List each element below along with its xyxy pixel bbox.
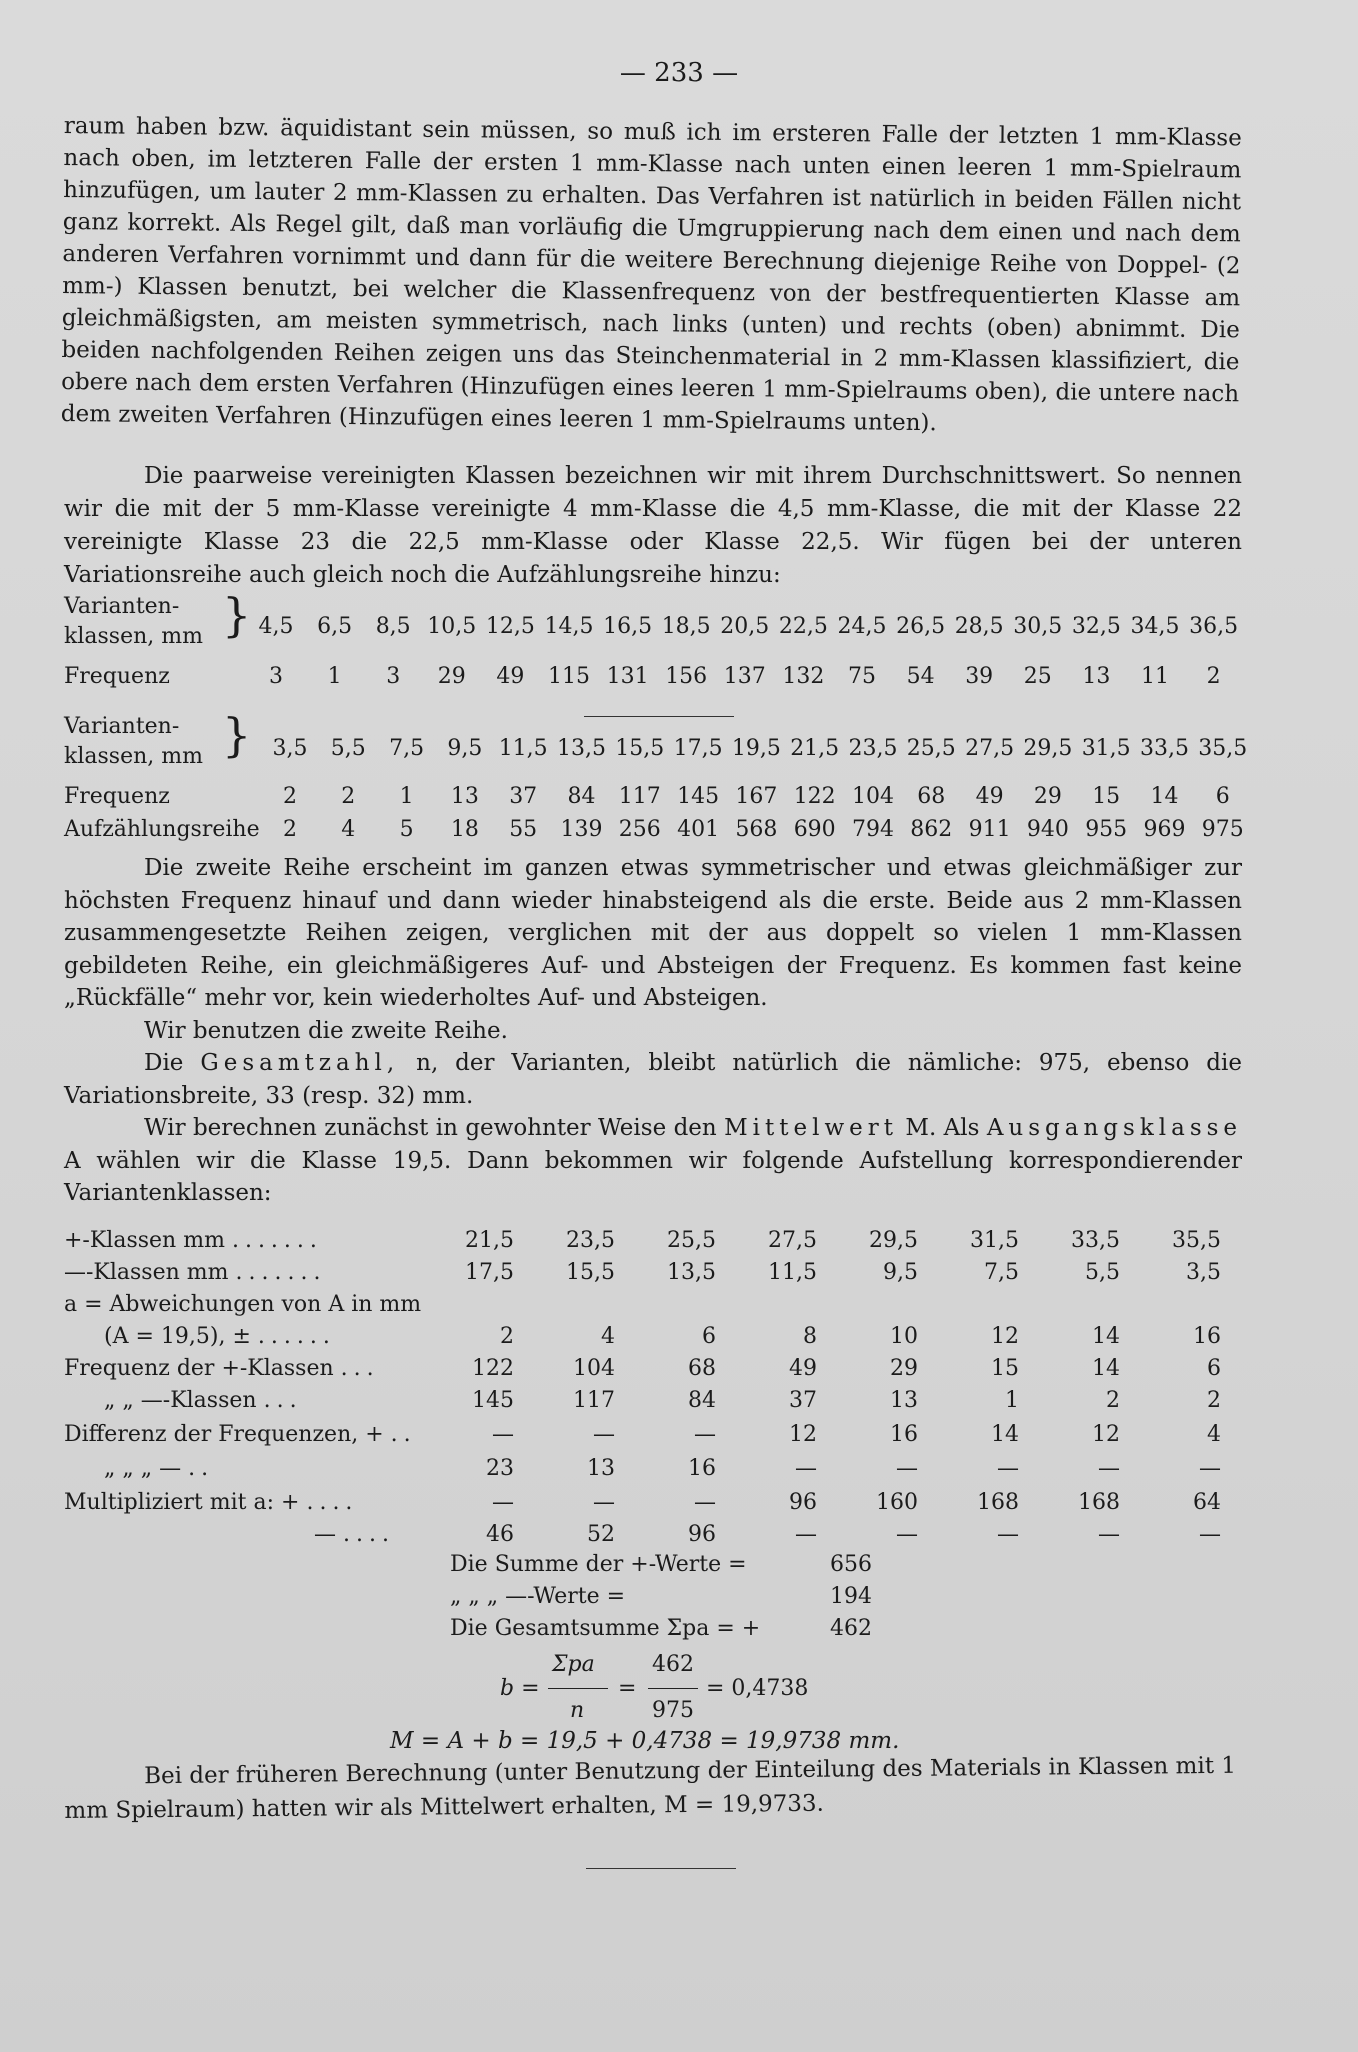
- calc-label-dots: ..: [390, 1422, 417, 1447]
- sum-minus-row: [450, 1584, 950, 1609]
- series1-freq-cell: 25: [1023, 664, 1052, 689]
- series2-class-cell: 33,5: [1140, 736, 1189, 761]
- series1-class-cell: 24,5: [837, 614, 887, 639]
- series1-class-cell: 8,5: [375, 614, 411, 639]
- series1-class-cell: 30,5: [1013, 614, 1063, 639]
- calc-value-cell: —: [1098, 1456, 1120, 1481]
- calc-value-cell: 29,5: [869, 1228, 918, 1253]
- calc-label-text: Frequenz der +-Klassen: [64, 1356, 334, 1381]
- para2-text: Die paarweise vereinigten Klassen bezeichnen wir mit ihrem Durchschnittswert. So nennen wir die mit der 5 mm-Klasse vereinigte 4 mm-Klasse die 4,5 mm-Klasse, die mit der Klasse 22 vereinigte Klasse 23 die 22,5 mm-Klasse oder Klasse 22,5. Wir fügen bei der unteren Variationsreihe auch gleich noch die Aufzählungsreihe hinzu:: [64, 463, 1242, 588]
- series2-freq-cell: 122: [793, 784, 836, 809]
- calc-value-cell: 122: [472, 1356, 514, 1381]
- series2-cum-cell: 401: [677, 817, 720, 842]
- calc-value-cell: 10: [890, 1324, 918, 1349]
- series2-class-cell: 9,5: [447, 736, 483, 761]
- series2-freq-cell: 68: [917, 784, 946, 809]
- variation-series-upper: [64, 588, 1244, 704]
- para3-text: Die zweite Reihe erscheint im ganzen etwas symmetrischer und etwas gleichmäßiger zur höchsten Frequenz hinauf und dann wieder hinabsteigend als die erste. Beide aus 2 mm-Klassen zusammengesetzte Reihen zeigen, verglichen mit der aus doppelt so vielen 1 mm-Klassen gebildeten Reihe, ein gleichmäßigeres Auf- und Absteigen der Frequenz. Es kommen fast keine „Rückfälle“ mehr vor, kein wiederholtes Auf- und Absteigen.: [64, 855, 1242, 1011]
- series1-freq-cell: 137: [723, 664, 766, 689]
- series2-freq-cell: 6: [1215, 784, 1230, 809]
- series2-freq-cell: 49: [975, 784, 1004, 809]
- b-result: = 0,4738: [706, 1676, 809, 1701]
- series1-class-cell: 4,5: [258, 614, 294, 639]
- series1-freq-cell: 132: [782, 664, 825, 689]
- calc-label-text: (A = 19,5), ±: [104, 1324, 251, 1349]
- calc-row-label: [64, 1356, 380, 1381]
- para4-text: Wir benutzen die zweite Reihe.: [144, 1017, 508, 1044]
- calc-row: [64, 1490, 1244, 1520]
- series2-cum-cell: 975: [1201, 817, 1244, 842]
- calc-value-cell: 2: [500, 1324, 514, 1349]
- series2-freq-cell: 2: [283, 784, 297, 809]
- calc-label-dots: ...: [340, 1356, 380, 1381]
- variation-series-lower: [64, 708, 1248, 854]
- series2-freq-cell: 167: [735, 784, 778, 809]
- series2-freq-cell: 29: [1033, 784, 1062, 809]
- calc-value-cell: 14: [1092, 1356, 1120, 1381]
- calc-value-cell: 14: [1092, 1324, 1120, 1349]
- series1-class-cell: 14,5: [544, 614, 594, 639]
- b-lhs: b =: [500, 1676, 540, 1701]
- para6-spaced2: Ausgangsklasse: [986, 1115, 1243, 1141]
- calc-value-cell: 1: [1005, 1388, 1019, 1413]
- calc-label-text: „ „ —-Klassen: [104, 1388, 257, 1413]
- calc-row: [64, 1422, 1244, 1452]
- b-num2: 462: [652, 1652, 694, 1677]
- calc-value-cell: 145: [472, 1388, 514, 1413]
- series1-label-line1: Varianten-: [64, 594, 180, 619]
- calc-row-label: [64, 1228, 323, 1253]
- series1-freq-cell: 1: [327, 664, 342, 689]
- series2-cum-cell: 955: [1085, 817, 1128, 842]
- series2-cum-cell: 18: [450, 817, 479, 842]
- calc-value-cell: —: [896, 1456, 918, 1481]
- series1-freq-cell: 3: [269, 664, 283, 689]
- calc-value-cell: 6: [1207, 1356, 1221, 1381]
- series1-class-cell: 12,5: [485, 614, 535, 639]
- series2-cum-cell: 911: [968, 817, 1011, 842]
- series2-label-line1: Varianten-: [64, 714, 180, 739]
- calc-row-label: [64, 1490, 358, 1515]
- para5-spaced: Gesamtzahl,: [200, 1050, 400, 1076]
- calc-value-cell: 3,5: [1186, 1260, 1221, 1285]
- calc-row-label: [104, 1388, 303, 1413]
- calc-label-dots: ...: [263, 1388, 303, 1413]
- end-rule: [586, 1868, 736, 1869]
- calc-value-cell: 13,5: [667, 1260, 716, 1285]
- calc-value-cell: 117: [573, 1388, 615, 1413]
- series2-freq-cell: 15: [1092, 784, 1121, 809]
- calc-value-cell: 6: [702, 1324, 716, 1349]
- calc-value-cell: 2: [1106, 1388, 1120, 1413]
- para6: [64, 1112, 1242, 1210]
- calc-row: [64, 1356, 1244, 1386]
- series1-class-cell: 22,5: [778, 614, 828, 639]
- calc-value-cell: —: [795, 1456, 817, 1481]
- series1-class-cell: 34,5: [1130, 614, 1180, 639]
- series2-class-cell: 7,5: [389, 736, 425, 761]
- series2-cum-cell: 5: [399, 817, 414, 842]
- sum-plus-value: 656: [830, 1552, 872, 1577]
- series1-freq-cell: 2: [1206, 664, 1221, 689]
- series1-class-cell: 6,5: [317, 614, 353, 639]
- calc-value-cell: 52: [587, 1522, 615, 1547]
- calc-label-dots: ..: [188, 1456, 215, 1481]
- calc-label-text: +-Klassen mm: [64, 1228, 225, 1253]
- sum-minus-label: „ „ „ —-Werte =: [450, 1584, 626, 1609]
- series2-class-cell: 31,5: [1081, 736, 1131, 761]
- calc-value-cell: 11,5: [768, 1260, 817, 1285]
- calc-value-cell: 37: [789, 1388, 817, 1413]
- sum-plus-label: Die Summe der +-Werte =: [450, 1552, 747, 1577]
- para5-b: n, der Varianten, bleibt natürlich die nämliche: 975, ebenso die Variationsbreite, 33 (resp. 32) mm.: [64, 1050, 1243, 1109]
- fraction-line: [648, 1688, 698, 1689]
- calc-value-cell: 84: [688, 1388, 716, 1413]
- calc-value-cell: 9,5: [883, 1260, 918, 1285]
- calc-row: [64, 1292, 1244, 1322]
- sum-minus-value: 194: [830, 1584, 872, 1609]
- calc-value-cell: —: [593, 1422, 615, 1447]
- series1-label-line2: klassen, mm: [64, 624, 203, 649]
- series2-cum-cell: 862: [910, 817, 953, 842]
- brace-icon: }: [222, 588, 252, 642]
- series2-class-cell: 35,5: [1198, 736, 1248, 761]
- calc-value-cell: —: [694, 1490, 716, 1515]
- calc-value-cell: 12: [789, 1422, 817, 1447]
- series2-freq-cell: 84: [567, 784, 596, 809]
- intro-paragraph: [61, 110, 1242, 442]
- series2-class-cell: 19,5: [731, 736, 781, 761]
- calc-label-text: a = Abweichungen von A in mm: [64, 1292, 422, 1317]
- series1-class-cell: 18,5: [661, 614, 711, 639]
- series2-cum-label: Aufzählungsreihe: [64, 817, 260, 842]
- calc-label-dots: .......: [235, 1260, 327, 1285]
- paragraph-discussion: [64, 852, 1242, 1210]
- series2-freq-cell: 37: [509, 784, 538, 809]
- calc-value-cell: —: [694, 1422, 716, 1447]
- series2-freq-cell: 2: [341, 784, 356, 809]
- para6-spaced1: Mittelwert: [724, 1115, 899, 1141]
- calc-value-cell: 17,5: [465, 1260, 514, 1285]
- series2-class-cell: 23,5: [848, 736, 898, 761]
- page-number: — 233 —: [619, 58, 739, 88]
- para5: [64, 1047, 1242, 1112]
- series2-cum-cell: 139: [560, 817, 603, 842]
- calc-value-cell: 4: [601, 1324, 615, 1349]
- calc-row: [64, 1260, 1244, 1290]
- calc-value-cell: 16: [890, 1422, 918, 1447]
- series1-class-cell: 16,5: [603, 614, 653, 639]
- calc-value-cell: —: [492, 1490, 514, 1515]
- calc-value-cell: 21,5: [465, 1228, 514, 1253]
- calc-value-cell: 49: [789, 1356, 817, 1381]
- calc-value-cell: —: [896, 1522, 918, 1547]
- para6-b: M. Als: [905, 1115, 980, 1141]
- calc-row-label: [104, 1456, 214, 1481]
- series1-class-cell: 10,5: [427, 614, 477, 639]
- calc-label-text: Multipliziert mit a: +: [64, 1490, 300, 1515]
- calc-value-cell: 29: [890, 1356, 918, 1381]
- calc-label-dots: ....: [343, 1522, 395, 1547]
- calc-value-cell: —: [997, 1522, 1019, 1547]
- calc-row-label: [64, 1422, 417, 1447]
- calc-value-cell: 96: [688, 1522, 716, 1547]
- series2-class-cell: 17,5: [673, 736, 723, 761]
- sum-total-label: Die Gesamtsumme Σpa = +: [450, 1616, 761, 1641]
- series2-class-cell: 21,5: [790, 736, 840, 761]
- series2-freq-cell: 13: [450, 784, 479, 809]
- series2-class-cell: 13,5: [557, 736, 606, 761]
- series1-class-cell: 20,5: [720, 614, 770, 639]
- series2-cum-cell: 55: [509, 817, 538, 842]
- b-den1: n: [570, 1698, 585, 1723]
- calc-value-cell: 4: [1207, 1422, 1221, 1447]
- series1-freq-cell: 49: [496, 664, 525, 689]
- sum-plus-row: [450, 1552, 950, 1577]
- calc-row: [64, 1228, 1244, 1258]
- b-formula: b = Σpa n = 462 975 = 0,4738: [500, 1652, 809, 1723]
- calc-value-cell: 5,5: [1085, 1260, 1120, 1285]
- calc-value-cell: 23: [486, 1456, 514, 1481]
- calc-value-cell: 27,5: [768, 1228, 817, 1253]
- calc-row-label: [64, 1260, 326, 1285]
- calc-row: [64, 1324, 1244, 1354]
- calc-row-label: [314, 1522, 395, 1547]
- calc-value-cell: 13: [587, 1456, 615, 1481]
- calc-value-cell: 13: [890, 1388, 918, 1413]
- calc-label-dots: ......: [257, 1324, 336, 1349]
- para6-c: A wählen wir die Klasse 19,5. Dann bekommen wir folgende Aufstellung korrespondierender Variantenklassen:: [64, 1147, 1242, 1206]
- para6-a: Wir berechnen zunächst in gewohnter Weise den: [144, 1115, 717, 1141]
- series1-freq-cell: 115: [548, 664, 590, 689]
- series2-freq-cell: 1: [399, 784, 414, 809]
- brace-icon: }: [222, 708, 252, 762]
- series1-freq-cell: 13: [1082, 664, 1111, 689]
- series2-class-cell: 3,5: [272, 736, 308, 761]
- calc-value-cell: 104: [573, 1356, 615, 1381]
- calc-value-cell: —: [795, 1522, 817, 1547]
- final-paragraph: [64, 1749, 1245, 1828]
- calc-value-cell: 25,5: [667, 1228, 716, 1253]
- fraction-line: [548, 1688, 608, 1689]
- calc-row: [64, 1522, 1244, 1552]
- series1-freq-cell: 11: [1141, 664, 1169, 689]
- calc-value-cell: —: [593, 1490, 615, 1515]
- series2-freq-cell: 117: [618, 784, 661, 809]
- series1-freq-cell: 131: [606, 664, 649, 689]
- calc-value-cell: —: [1199, 1456, 1221, 1481]
- calc-value-cell: 14: [991, 1422, 1019, 1447]
- series2-freq-label: Frequenz: [64, 784, 170, 809]
- series2-label-line2: klassen, mm: [64, 744, 203, 769]
- sum-total-value: 462: [830, 1616, 872, 1641]
- calc-value-cell: 68: [688, 1356, 716, 1381]
- calc-value-cell: 35,5: [1172, 1228, 1221, 1253]
- series2-cum-cell: 940: [1026, 817, 1069, 842]
- b-den2: 975: [652, 1698, 694, 1723]
- series2-freq-cell: 14: [1150, 784, 1179, 809]
- calc-value-cell: —: [492, 1422, 514, 1447]
- sum-total-row: [450, 1616, 950, 1641]
- calc-value-cell: 8: [803, 1324, 817, 1349]
- series2-class-cell: 29,5: [1023, 736, 1073, 761]
- series1-freq-cell: 54: [906, 664, 935, 689]
- series1-freq-cell: 3: [386, 664, 401, 689]
- calc-value-cell: 168: [1078, 1490, 1120, 1515]
- calc-row-label: [64, 1292, 421, 1317]
- calc-value-cell: 168: [977, 1490, 1019, 1515]
- calc-value-cell: 46: [486, 1522, 514, 1547]
- calc-row: [64, 1456, 1244, 1486]
- calc-value-cell: 96: [789, 1490, 817, 1515]
- paragraph-class-naming: [64, 460, 1242, 592]
- para5-a: Die: [144, 1050, 184, 1076]
- calc-label-text: Differenz der Frequenzen, +: [64, 1422, 384, 1447]
- series2-class-cell: 25,5: [906, 736, 956, 761]
- series1-class-cell: 36,5: [1189, 614, 1239, 639]
- series1-freq-cell: 156: [665, 664, 708, 689]
- intro-text: raum haben bzw. äquidistant sein müssen, so muß ich im ersteren Falle der letzten 1 mm-Klasse nach oben, im letzteren Falle der ersten 1 mm-Klasse nach unten einen leeren 1 mm-Spielraum hinzufügen, um lauter 2 mm-Klassen zu erhalten. Das Verfahren ist natürlich in beiden Fällen nicht ganz korrekt. Als Regel gilt, daß man vorläufig die Umgruppierung nach dem einen und nach dem anderen Verfahren vornimmt und dann für die weitere Berechnung diejenige Reihe von Doppel- (2 mm-) Klassen benutzt, bei welcher die Klassenfrequenz von der bestfrequentierten Klasse am gleichmäßigsten, am meisten symmetrisch, nach links (unten) und rechts (oben) abnimmt. Die beiden nachfolgenden Reihen zeigen uns das Steinchenmaterial in 2 mm-Klassen klassifiziert, die obere nach dem ersten Verfahren (Hinzufügen eines leeren 1 mm-Spielraums oben), die untere nach dem zweiten Verfahren (Hinzufügen eines leeren 1 mm-Spielraums unten).: [60, 112, 1242, 437]
- calc-value-cell: 12: [1092, 1422, 1120, 1447]
- series2-cum-cell: 690: [793, 817, 836, 842]
- calc-row: [64, 1388, 1244, 1418]
- calc-value-cell: —: [1199, 1522, 1221, 1547]
- calc-value-cell: 15: [991, 1356, 1019, 1381]
- calc-value-cell: 12: [991, 1324, 1019, 1349]
- calc-value-cell: 16: [1193, 1324, 1221, 1349]
- series1-class-cell: 32,5: [1071, 614, 1121, 639]
- calc-value-cell: 7,5: [984, 1260, 1019, 1285]
- series2-class-cell: 5,5: [330, 736, 366, 761]
- calc-value-cell: 2: [1207, 1388, 1221, 1413]
- calc-label-text: „ „ „ —: [104, 1456, 182, 1481]
- calc-value-cell: 33,5: [1071, 1228, 1120, 1253]
- calc-value-cell: —: [1098, 1522, 1120, 1547]
- calc-value-cell: 31,5: [970, 1228, 1019, 1253]
- calc-label-dots: .......: [231, 1228, 323, 1253]
- calc-label-dots: ....: [306, 1490, 359, 1515]
- calc-value-cell: 23,5: [566, 1228, 615, 1253]
- series2-class-cell: 11,5: [498, 736, 548, 761]
- calc-value-cell: 64: [1193, 1490, 1221, 1515]
- series2-class-cell: 15,5: [615, 736, 665, 761]
- series2-freq-cell: 145: [677, 784, 720, 809]
- series1-freq-cell: 39: [965, 664, 994, 689]
- calc-value-cell: 16: [688, 1456, 716, 1481]
- series2-cum-cell: 4: [341, 817, 356, 842]
- b-num1: Σpa: [552, 1652, 595, 1677]
- series2-class-cell: 27,5: [965, 736, 1015, 761]
- series2-cum-cell: 568: [735, 817, 778, 842]
- calc-label-text: —: [314, 1522, 336, 1547]
- series1-class-cell: 26,5: [896, 614, 946, 639]
- final-text: Bei der früheren Berechnung (unter Benutzung der Einteilung des Materials in Klassen mit 1 mm Spielraum) hatten wir als Mittelwert erhalten, M = 19,9733.: [64, 1752, 1237, 1824]
- series1-freq-cell: 75: [848, 664, 876, 689]
- calc-row-label: [104, 1324, 336, 1349]
- calc-value-cell: 15,5: [566, 1260, 615, 1285]
- series1-class-cell: 28,5: [954, 614, 1004, 639]
- series2-cum-cell: 2: [283, 817, 297, 842]
- series2-cum-cell: 794: [852, 817, 894, 842]
- calc-value-cell: —: [997, 1456, 1019, 1481]
- series1-freq-label: Frequenz: [64, 664, 170, 689]
- series2-cum-cell: 969: [1143, 817, 1186, 842]
- calc-label-text: —-Klassen mm: [64, 1260, 229, 1285]
- series2-freq-cell: 104: [852, 784, 894, 809]
- calc-value-cell: 160: [876, 1490, 918, 1515]
- series2-cum-cell: 256: [618, 817, 661, 842]
- m-formula: M = A + b = 19,5 + 0,4738 = 19,9738 mm.: [390, 1728, 900, 1754]
- series1-freq-cell: 29: [437, 664, 466, 689]
